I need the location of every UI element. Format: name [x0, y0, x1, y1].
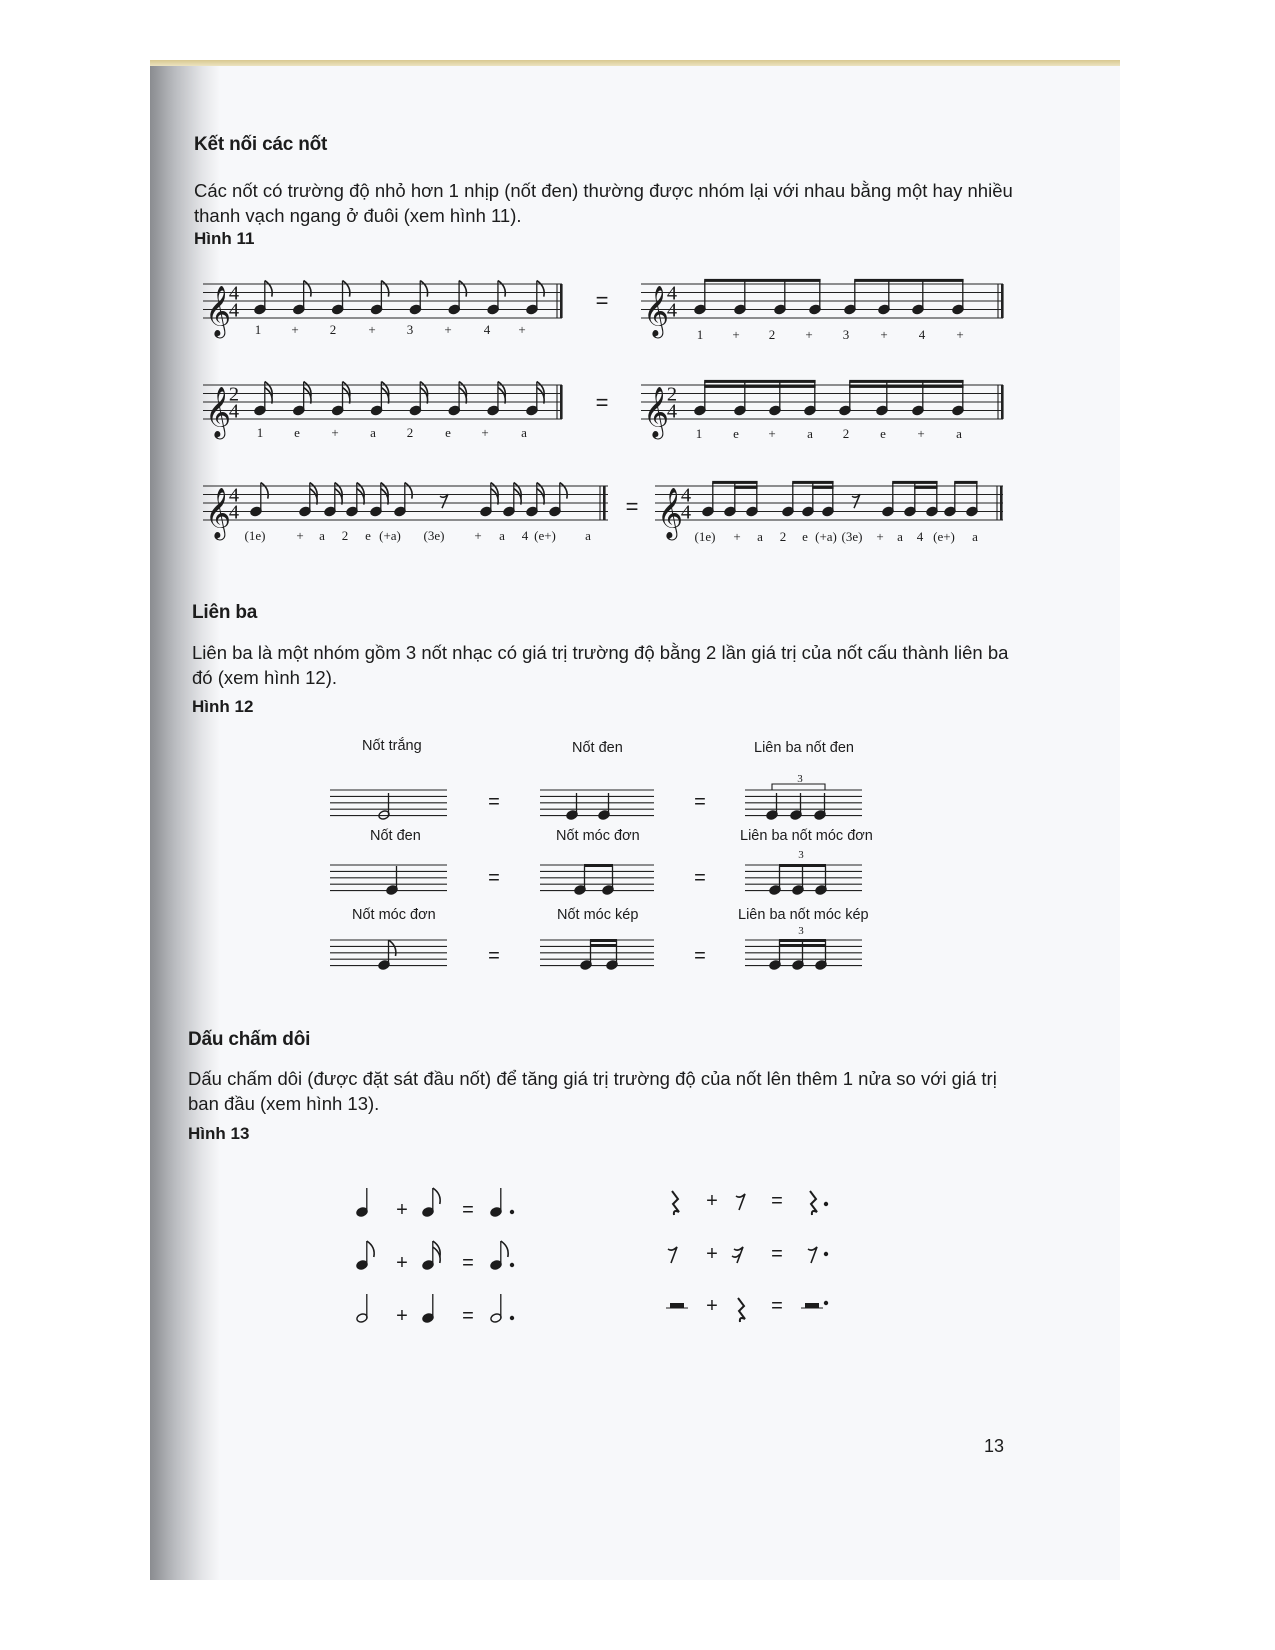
note-flag [433, 1188, 440, 1204]
beat-count-label: a [521, 425, 527, 440]
equals-sign: = [595, 288, 609, 313]
beat-count-label: 2 [329, 322, 337, 337]
beat-count-label: + [880, 327, 888, 342]
beat-count-label: 4 [918, 327, 926, 342]
time-signature-top: 4 [680, 484, 692, 507]
triplet-number: 3 [798, 849, 804, 861]
equals-sign: = [595, 390, 609, 415]
label-lien-ba-not-moc-don: Liên ba nốt móc đơn [740, 828, 873, 844]
beat-count-label: a [585, 528, 591, 543]
equals-sign: = [771, 1295, 783, 1317]
time-signature-bottom: 4 [680, 501, 692, 524]
beat-count-label: a [319, 528, 325, 543]
beat-count-label: + [805, 327, 813, 342]
beat-count-label: 1 [696, 327, 704, 342]
beat-count-label: (e+) [933, 529, 955, 544]
beat-count-label: 2 [779, 529, 787, 544]
time-signature-bottom: 4 [228, 299, 240, 322]
beat-count-label: + [876, 529, 884, 544]
beat-count-label: + [768, 426, 776, 441]
time-signature-top: 4 [228, 282, 240, 305]
beat-count-label: 2 [406, 425, 414, 440]
augmentation-dot [510, 1316, 514, 1320]
augmentation-dot [510, 1210, 514, 1214]
beat-count-label: a [370, 425, 376, 440]
beat-count-label: + [296, 528, 304, 543]
beat-count-label: 1 [695, 426, 703, 441]
beat-count-label: 4 [483, 322, 491, 337]
label-lien-ba-not-moc-kep: Liên ba nốt móc kép [738, 907, 869, 923]
beat-count-label: a [499, 528, 505, 543]
beat-count-label: + [732, 327, 740, 342]
beat-count-label: 2 [341, 528, 349, 543]
figure-label-12: Hình 12 [192, 697, 254, 716]
beat-count-label: a [972, 529, 978, 544]
beat-count-label: e [445, 425, 451, 440]
quarter-rest-icon [738, 1298, 745, 1322]
page-number: 13 [984, 1436, 1005, 1456]
eighth-rest-icon [808, 1247, 817, 1263]
equals-sign: = [771, 1190, 783, 1212]
quarter-rest-icon [672, 1191, 679, 1215]
plus-sign: + [396, 1305, 408, 1327]
beat-count-label: 4 [916, 529, 924, 544]
note-flag [367, 1241, 374, 1257]
plus-sign: + [396, 1252, 408, 1274]
beat-count-label: + [331, 425, 339, 440]
beat-count-label: + [917, 426, 925, 441]
beat-count-label: 4 [521, 528, 529, 543]
beat-count-label: 1 [256, 425, 264, 440]
equals-sign: = [488, 791, 500, 813]
beat-count-label: a [807, 426, 813, 441]
label-not-trang: Nốt trắng [362, 738, 422, 754]
section-title-lien-ba: Liên ba [192, 602, 258, 623]
beat-count-label: 1 [254, 322, 262, 337]
equals-sign: = [462, 1252, 474, 1274]
beat-count-label: 2 [842, 426, 850, 441]
beat-count-label: + [368, 322, 376, 337]
triplet-number: 3 [798, 925, 804, 937]
time-signature-top: 4 [228, 484, 240, 507]
half-rest-icon [670, 1303, 684, 1308]
beat-count-label: + [444, 322, 452, 337]
beat-count-label: e [365, 528, 371, 543]
label-not-den-2: Nốt đen [370, 828, 421, 844]
section-text-dau-cham-doi: Dấu chấm dôi (được đặt sát đầu nốt) để tăng giá trị trường độ của nốt lên thêm 1 nửa so với giá trị ban đầu (xem hình 13). [188, 1068, 997, 1114]
beat-count-label: a [956, 426, 962, 441]
time-signature-bottom: 4 [666, 299, 678, 322]
time-signature-top: 2 [666, 383, 678, 406]
equals-sign: = [694, 945, 706, 967]
section-text-lien-ba: Liên ba là một nhóm gồm 3 nốt nhạc có giá trị trường độ bằng 2 lần giá trị của nốt cấu thành liên ba đó (xem hình 12). [192, 642, 1009, 688]
equals-sign: = [462, 1199, 474, 1221]
section-title-dau-cham-doi: Dấu chấm dôi [188, 1029, 311, 1050]
treble-clef-icon: 𝄞 [205, 487, 232, 539]
beat-count-label: e [294, 425, 300, 440]
equals-sign: = [771, 1243, 783, 1265]
augmentation-dot [824, 1252, 828, 1256]
quarter-rest-icon [810, 1191, 817, 1215]
time-signature-top: 2 [228, 383, 240, 406]
beat-count-label: 3 [406, 322, 414, 337]
plus-sign: + [706, 1295, 718, 1317]
beat-count-label: + [733, 529, 741, 544]
beat-count-label: (1e) [694, 529, 716, 544]
treble-clef-icon: 𝄞 [657, 487, 684, 539]
figure-label-11: Hình 11 [194, 229, 255, 248]
equals-sign: = [694, 867, 706, 889]
time-signature-bottom: 4 [228, 400, 240, 423]
figure-label-13: Hình 13 [188, 1124, 250, 1143]
treble-clef-icon: 𝄞 [205, 386, 232, 438]
half-rest-icon [805, 1303, 819, 1308]
triplet-number: 3 [797, 773, 803, 785]
beat-count-label: e [880, 426, 886, 441]
label-not-den: Nốt đen [572, 740, 623, 756]
beat-count-label: e [802, 529, 808, 544]
equals-sign: = [462, 1305, 474, 1327]
treble-clef-icon: 𝄞 [643, 285, 670, 337]
augmentation-dot [824, 1202, 828, 1206]
beat-count-label: a [897, 529, 903, 544]
time-signature-bottom: 4 [666, 400, 678, 423]
beat-count-label: + [956, 327, 964, 342]
beat-count-label: (1e) [244, 528, 266, 543]
beat-count-label: (3e) [841, 529, 863, 544]
time-signature-bottom: 4 [228, 501, 240, 524]
plus-sign: + [706, 1243, 718, 1265]
beat-count-label: (+a) [379, 528, 401, 543]
plus-sign: + [706, 1190, 718, 1212]
beat-count-label: (3e) [423, 528, 445, 543]
beat-count-label: + [474, 528, 482, 543]
eighth-rest-icon [736, 1194, 745, 1210]
section-title-ket-noi: Kết nối các nốt [194, 134, 328, 155]
beat-count-label: + [481, 425, 489, 440]
treble-clef-icon: 𝄞 [205, 285, 232, 337]
equals-sign: = [694, 791, 706, 813]
eighth-rest-icon [668, 1247, 677, 1263]
section-text-ket-noi: Các nốt có trường độ nhỏ hơn 1 nhịp (nốt đen) thường được nhóm lại với nhau bằng một hay nhiều thanh vạch ngang ở đuôi (xem hình 11). [194, 180, 1013, 226]
label-not-moc-don-2: Nốt móc đơn [352, 907, 436, 923]
beat-count-label: 3 [842, 327, 850, 342]
beat-count-label: + [291, 322, 299, 337]
equals-sign: = [488, 945, 500, 967]
beat-count-label: a [757, 529, 763, 544]
time-signature-top: 4 [666, 282, 678, 305]
beat-count-label: e [733, 426, 739, 441]
label-lien-ba-not-den: Liên ba nốt đen [754, 740, 854, 756]
augmentation-dot [824, 1301, 828, 1305]
equals-sign: = [625, 494, 639, 519]
note-flag [501, 1241, 508, 1257]
beat-count-label: + [518, 322, 526, 337]
beat-count-label: (+a) [815, 529, 837, 544]
label-not-moc-kep: Nốt móc kép [557, 907, 639, 923]
augmentation-dot [510, 1263, 514, 1267]
plus-sign: + [396, 1199, 408, 1221]
beat-count-label: 2 [768, 327, 776, 342]
beat-count-label: (e+) [534, 528, 556, 543]
label-not-moc-don: Nốt móc đơn [556, 828, 640, 844]
treble-clef-icon: 𝄞 [643, 386, 670, 438]
equals-sign: = [488, 867, 500, 889]
